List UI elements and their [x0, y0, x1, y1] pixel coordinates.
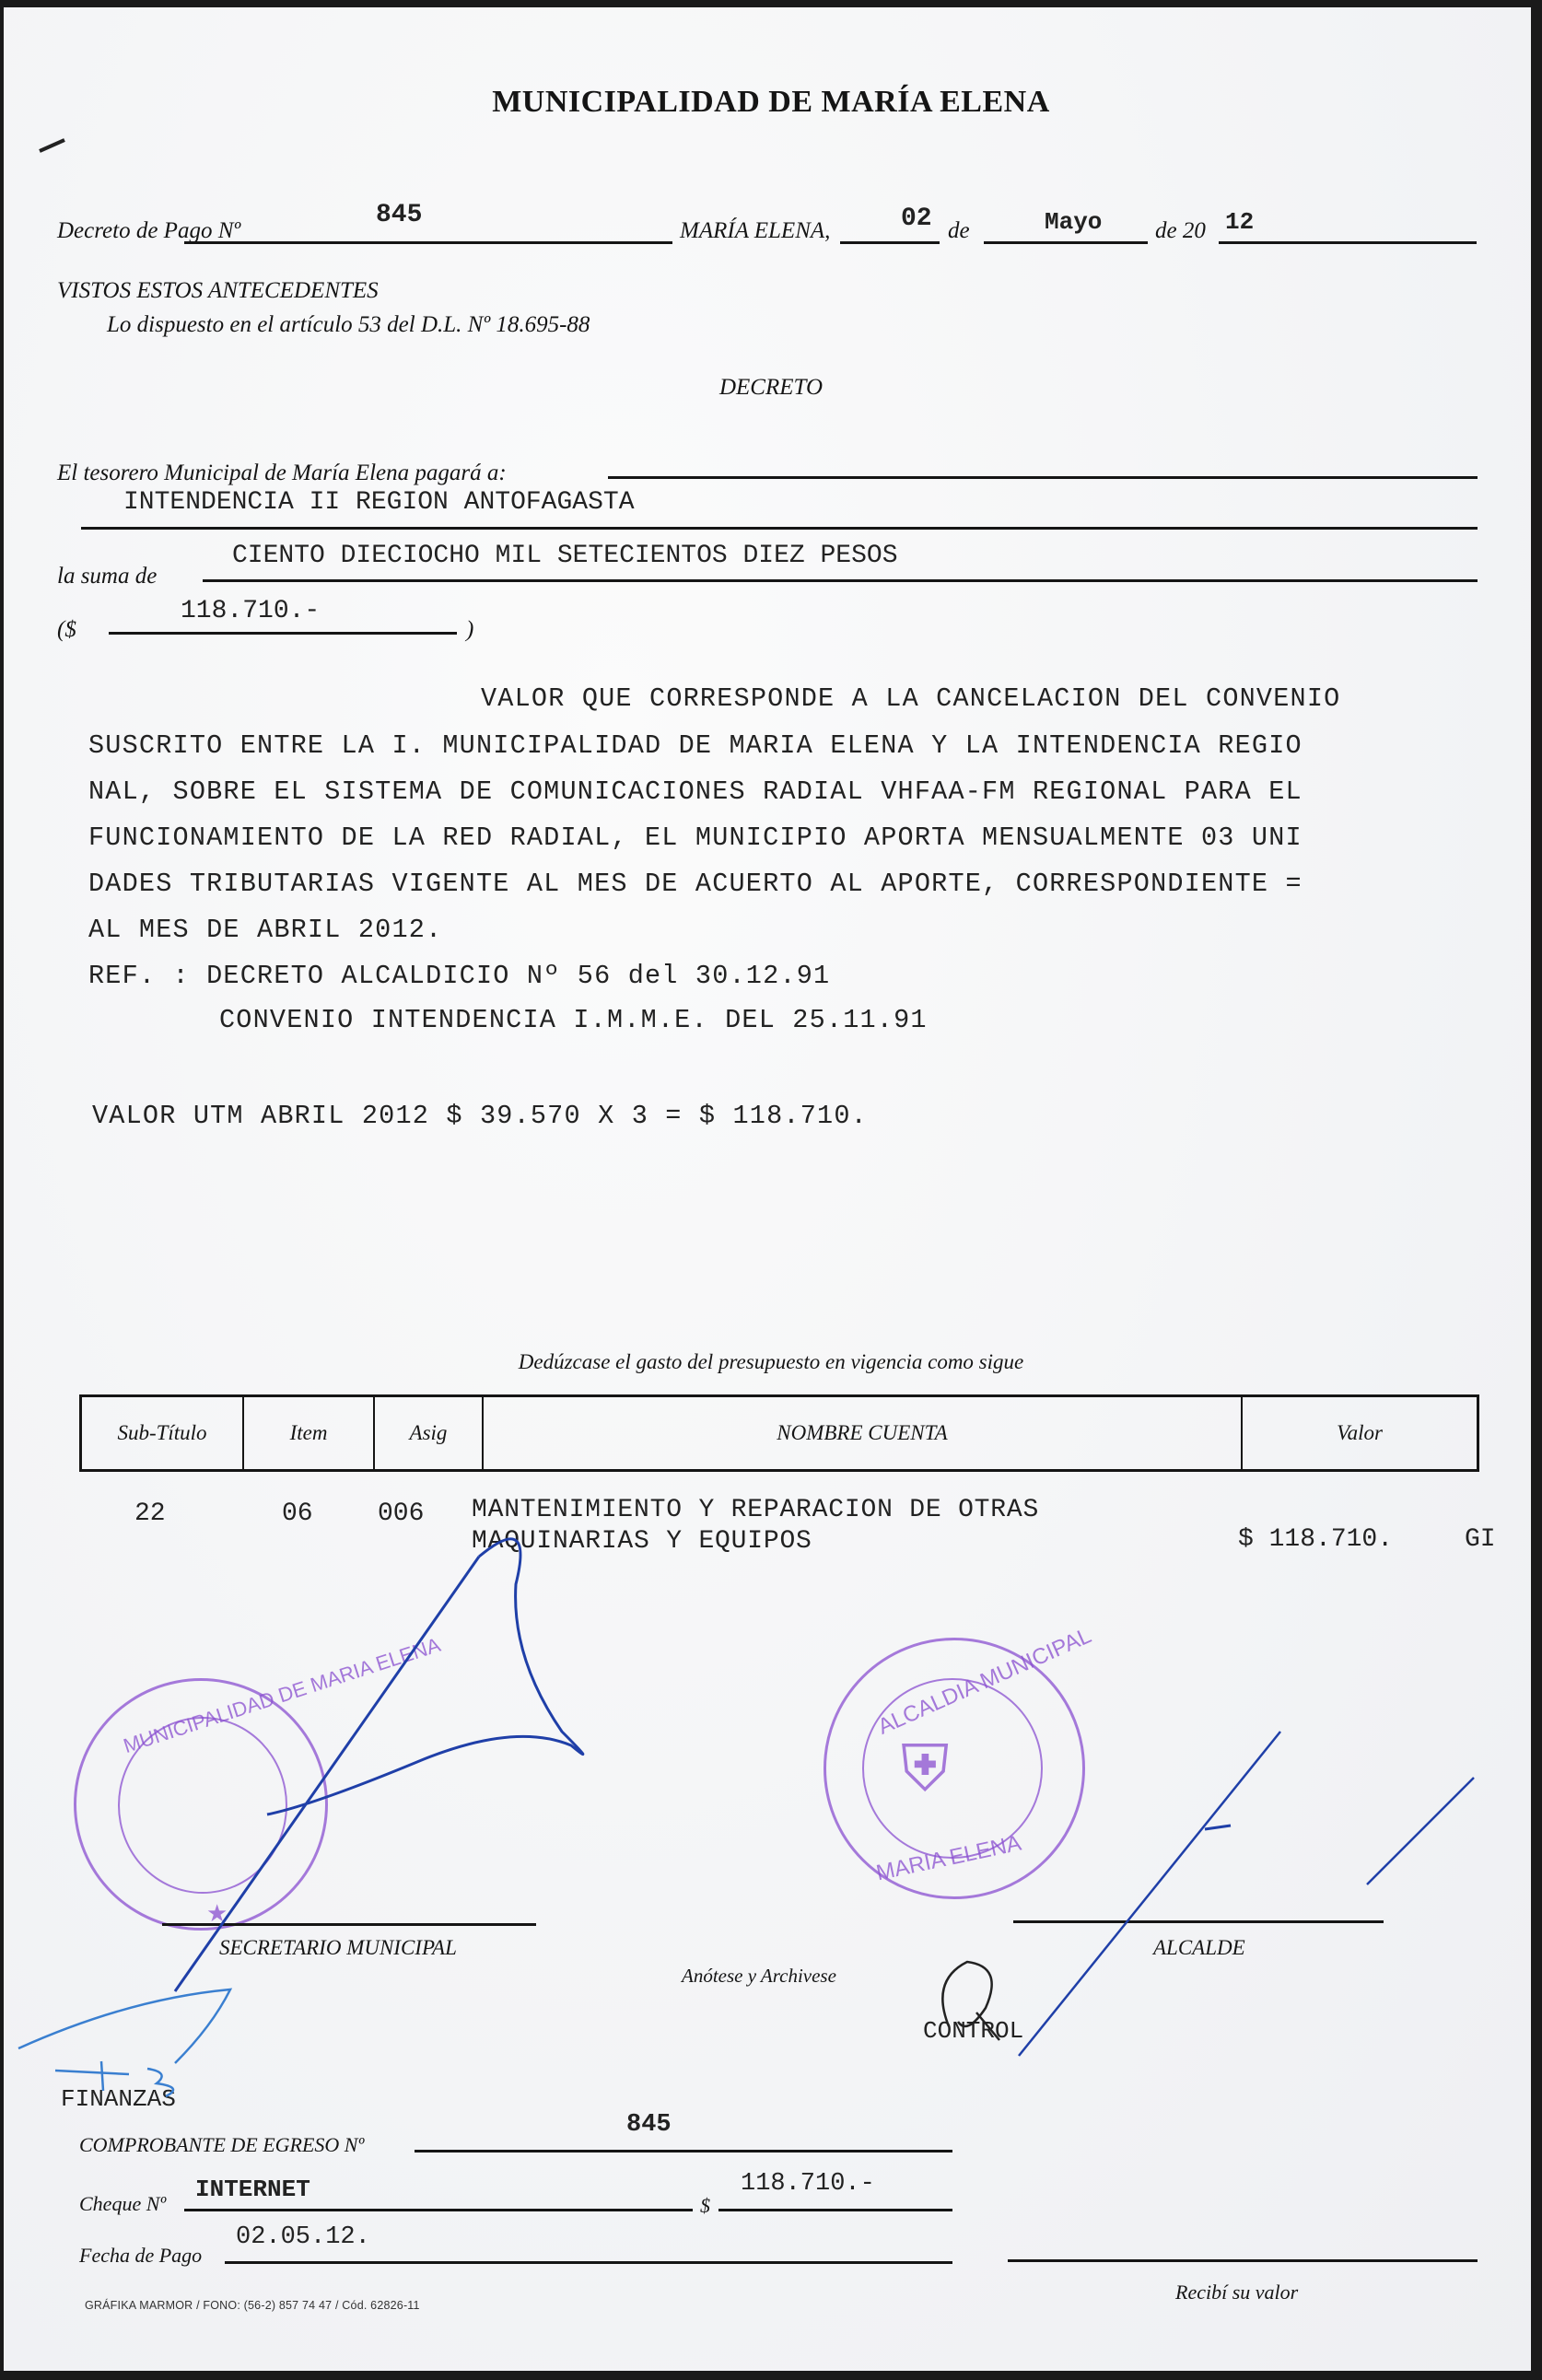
- month-value: Mayo: [1045, 208, 1103, 236]
- row-nombre-line-2: MAQUINARIAS Y EQUIPOS: [472, 1527, 812, 1556]
- reference-line-1: REF. : DECRETO ALCALDICIO Nº 56 del 30.12.91: [88, 961, 831, 991]
- cheque-value: INTERNET: [195, 2176, 310, 2203]
- place-label: MARÍA ELENA,: [680, 218, 831, 243]
- row-subtitulo: 22: [134, 1499, 166, 1528]
- year-value: 12: [1225, 208, 1255, 236]
- sum-words: CIENTO DIECIOCHO MIL SETECIENTOS DIEZ PESOS: [232, 542, 898, 570]
- amount-value: 118.710.-: [181, 597, 321, 625]
- printer-footer: GRÁFIKA MARMOR / FONO: (56-2) 857 74 47 / Cód. 62826-11: [85, 2299, 420, 2312]
- body-line-2: SUSCRITO ENTRE LA I. MUNICIPALIDAD DE MARIA ELENA Y LA INTENDENCIA REGIO: [88, 730, 1303, 761]
- column-header-nombre-cuenta: NOMBRE CUENTA: [483, 1396, 1242, 1471]
- row-item: 06: [282, 1499, 313, 1528]
- cheque-label: Cheque Nº: [79, 2192, 167, 2215]
- comprobante-number: 845: [626, 2111, 672, 2139]
- comprobante-line: [415, 2150, 952, 2152]
- de-label: de: [948, 218, 970, 243]
- secretario-label: SECRETARIO MUNICIPAL: [219, 1936, 457, 1959]
- sum-label: la suma de: [57, 564, 158, 589]
- reference-line-2: CONVENIO INTENDENCIA I.M.M.E. DEL 25.11.91: [219, 1005, 928, 1035]
- decreto-heading: DECRETO: [718, 375, 824, 400]
- recibi-label: Recibí su valor: [1175, 2281, 1299, 2304]
- cheque-line: [184, 2209, 693, 2211]
- day-value: 02: [901, 204, 932, 233]
- row-valor-suffix: GI: [1465, 1525, 1496, 1554]
- body-line-6: AL MES DE ABRIL 2012.: [88, 915, 443, 945]
- budget-table-header: [81, 1396, 1478, 1471]
- secretario-signature-line: [162, 1923, 536, 1926]
- body-line-4: FUNCIONAMIENTO DE LA RED RADIAL, EL MUNICIPIO APORTA MENSUALMENTE 03 UNI: [88, 822, 1303, 853]
- fecha-label: Fecha de Pago: [79, 2244, 203, 2267]
- anotese-label: Anótese y Archivese: [682, 1965, 836, 1987]
- row-nombre-line-1: MANTENIMIENTO Y REPARACION DE OTRAS: [472, 1496, 1040, 1524]
- amount-line: [109, 632, 457, 635]
- decreto-label: Decreto de Pago Nº: [57, 218, 241, 243]
- row-asig: 006: [378, 1499, 425, 1528]
- month-line: [984, 241, 1148, 244]
- column-header-asig: Asig: [374, 1396, 483, 1471]
- body-line-3: NAL, SOBRE EL SISTEMA DE COMUNICACIONES RADIAL VHFAA-FM REGIONAL PARA EL: [88, 776, 1303, 807]
- row-valor: $ 118.710.: [1238, 1525, 1394, 1554]
- cheque-amount-line: [718, 2209, 952, 2211]
- payment-decree-document: [4, 7, 1531, 2371]
- stamp-right-bottom-text: MARIA ELENA: [873, 1830, 1024, 1886]
- control-label: CONTROL: [923, 2017, 1024, 2045]
- cheque-dollar-label: $: [700, 2194, 710, 2217]
- payee-name: INTENDENCIA II REGION ANTOFAGASTA: [123, 488, 635, 517]
- budget-table: [79, 1394, 1479, 1472]
- payee-line-1: [608, 476, 1478, 479]
- alcalde-label: ALCALDE: [1153, 1936, 1245, 1959]
- body-line-1: VALOR QUE CORRESPONDE A LA CANCELACION DEL CONVENIO: [481, 683, 1341, 714]
- utm-calculation: VALOR UTM ABRIL 2012 $ 39.570 X 3 = $ 118.710.: [92, 1101, 868, 1131]
- year-line: [1219, 241, 1477, 244]
- fecha-line: [225, 2261, 952, 2264]
- document-title: MUNICIPALIDAD DE MARÍA ELENA: [492, 85, 1050, 119]
- payee-line-2: [81, 527, 1478, 530]
- fecha-value: 02.05.12.: [236, 2223, 370, 2251]
- column-header-valor: Valor: [1242, 1396, 1478, 1471]
- decreto-number: 845: [376, 201, 423, 229]
- payee-label: El tesorero Municipal de María Elena pagará a:: [57, 461, 507, 485]
- column-header-subtitulo: Sub-Título: [81, 1396, 244, 1471]
- finanzas-label: FINANZAS: [61, 2085, 176, 2113]
- stamp-left-text: MUNICIPALIDAD DE MARIA ELENA: [120, 1632, 444, 1758]
- decreto-number-line: [184, 241, 672, 244]
- stamp-right-top-text: ALCALDIA MUNICIPAL: [874, 1623, 1095, 1740]
- comprobante-label: COMPROBANTE DE EGRESO Nº: [79, 2133, 365, 2156]
- stamp-star-icon: ★: [206, 1899, 228, 1927]
- vistos-heading: VISTOS ESTOS ANTECEDENTES: [57, 278, 379, 303]
- coat-of-arms-icon: ⛨: [901, 1732, 950, 1804]
- amount-open: ($: [57, 617, 76, 642]
- budget-caption: Dedúzcase el gasto del presupuesto en vigencia como sigue: [518, 1350, 1024, 1373]
- body-line-5: DADES TRIBUTARIAS VIGENTE AL MES DE ACUERTO AL APORTE, CORRESPONDIENTE =: [88, 869, 1303, 899]
- column-header-item: Item: [243, 1396, 374, 1471]
- recibi-signature-line: [1008, 2259, 1478, 2262]
- sum-line: [203, 579, 1478, 582]
- cheque-amount: 118.710.-: [741, 2170, 875, 2198]
- alcalde-signature-line: [1013, 1920, 1384, 1923]
- year-prefix: de 20: [1155, 218, 1206, 243]
- amount-close: ): [466, 617, 474, 642]
- vistos-text: Lo dispuesto en el artículo 53 del D.L. Nº 18.695-88: [107, 312, 590, 337]
- day-line: [840, 241, 940, 244]
